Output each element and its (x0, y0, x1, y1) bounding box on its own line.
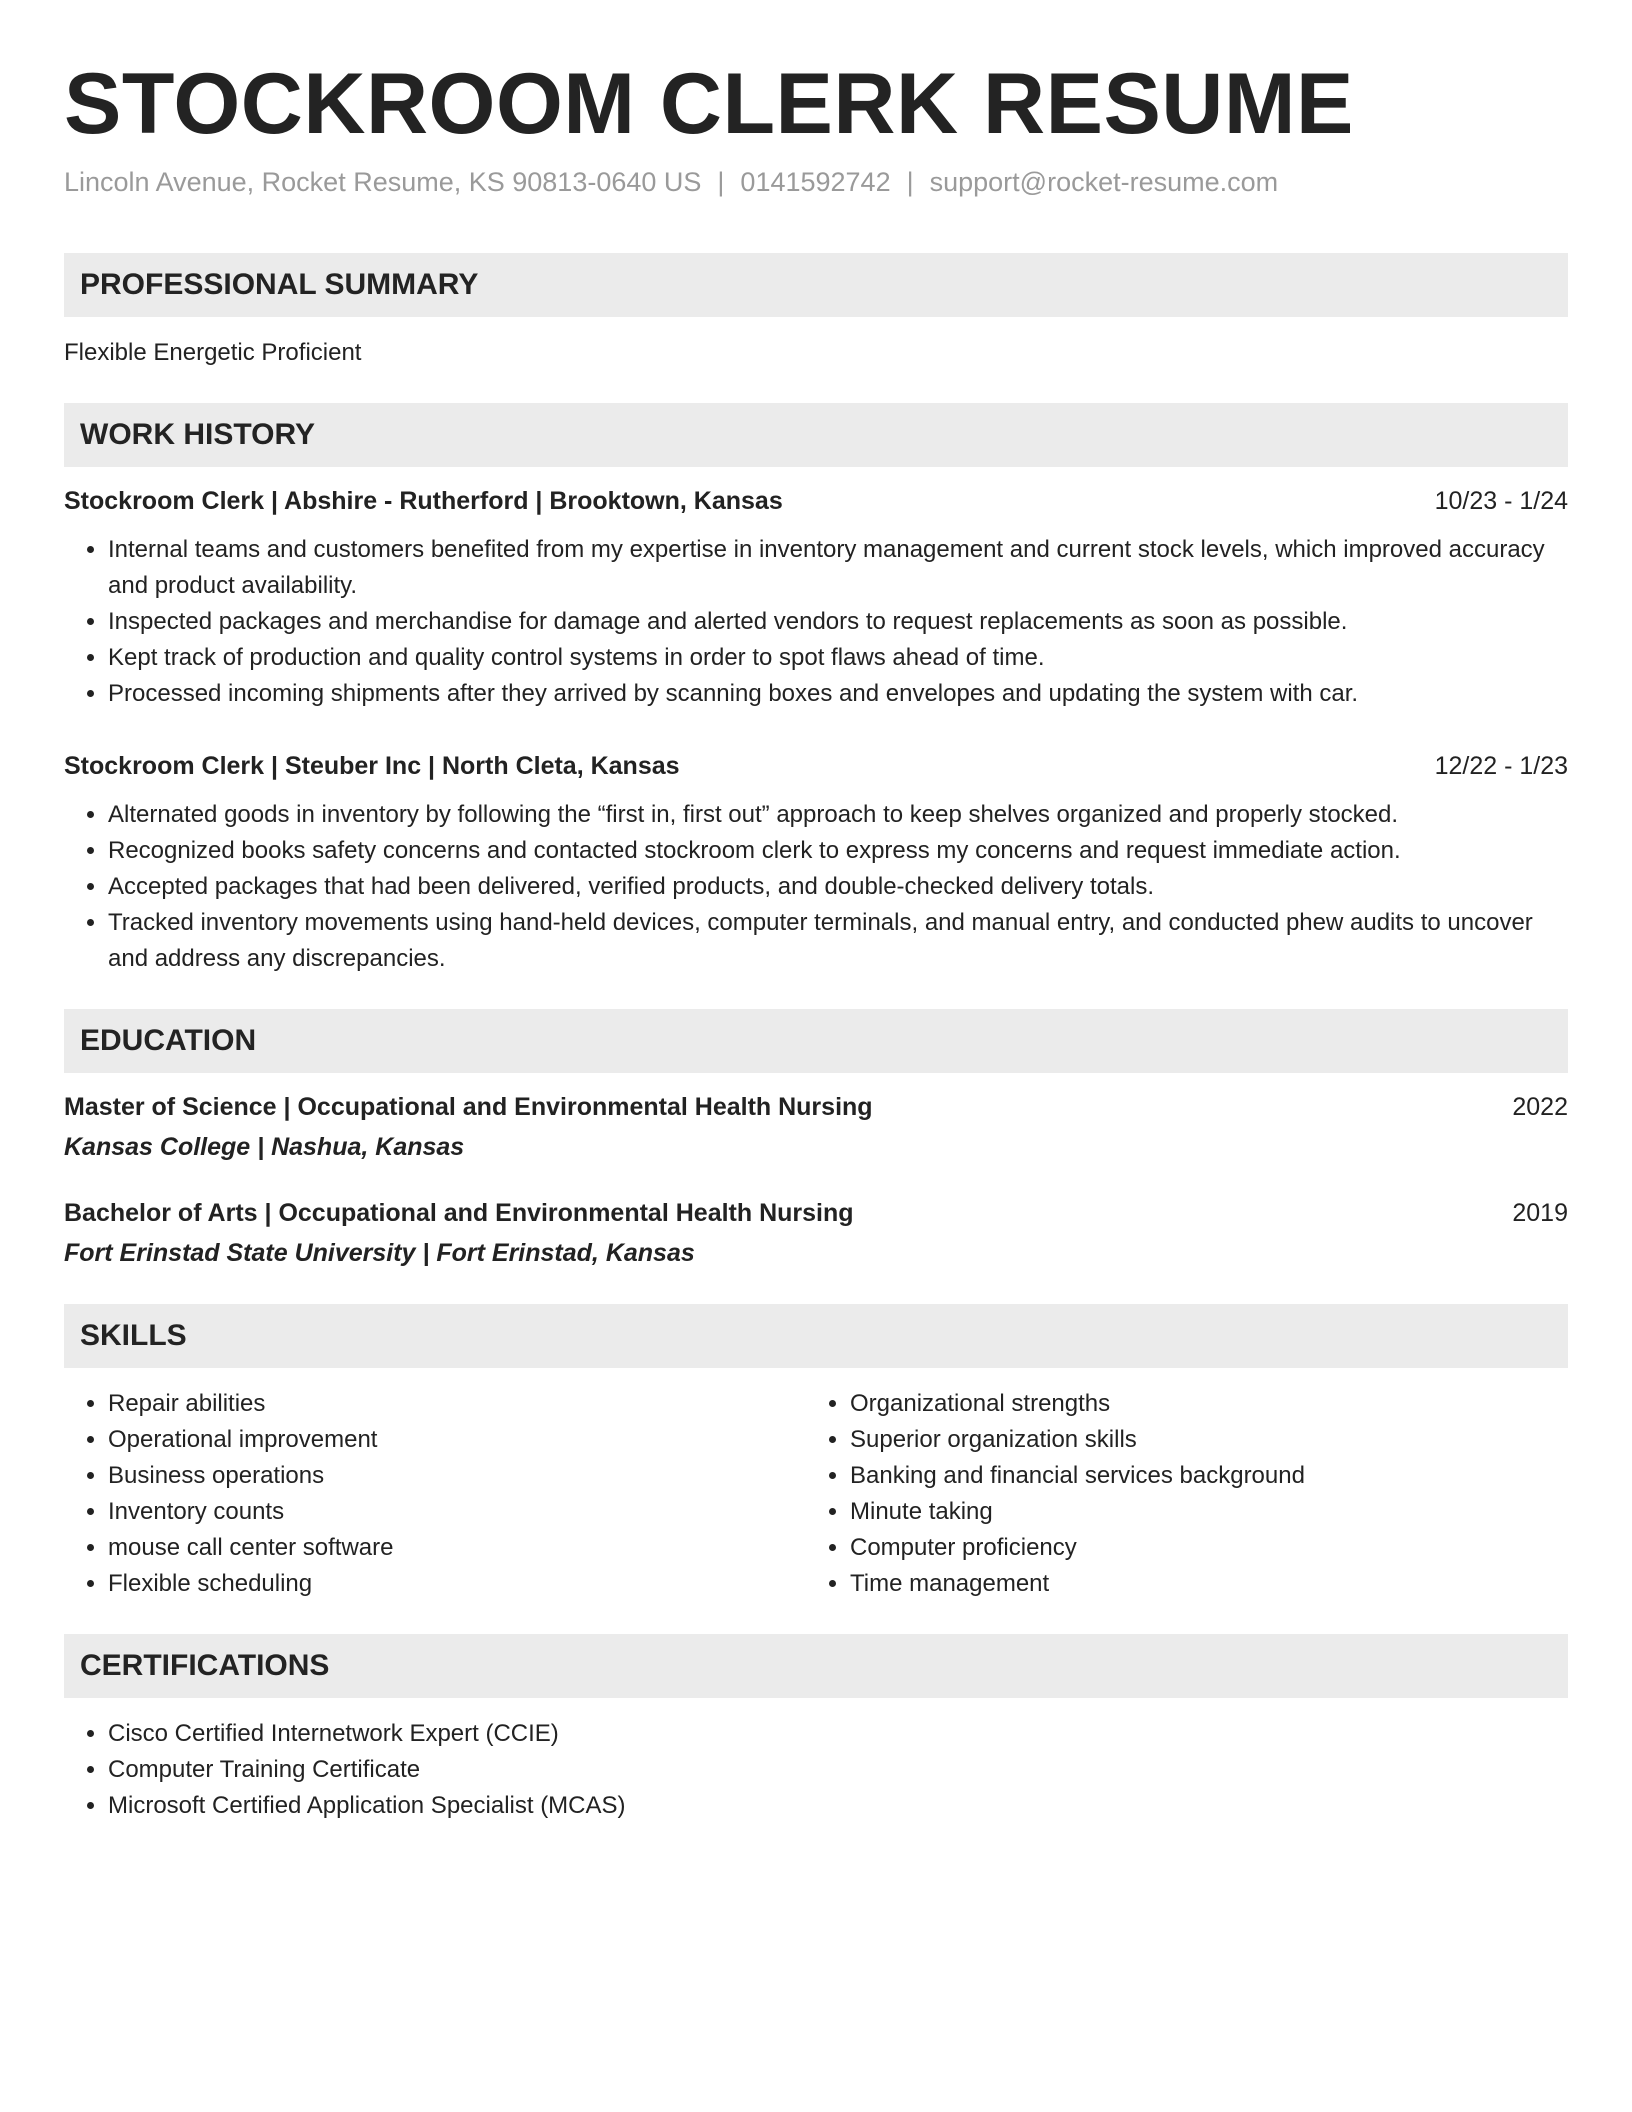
contact-address: Lincoln Avenue, Rocket Resume, KS 90813-0640 US (64, 167, 702, 197)
contact-email: support@rocket-resume.com (929, 167, 1279, 197)
job-dates: 10/23 - 1/24 (1434, 487, 1568, 515)
certification-item: • Cisco Certified Internetwork Expert (CCIE) (108, 1716, 1568, 1752)
job-bullet: • Accepted packages that had been delivered, verified products, and double-checked delivery totals. (108, 869, 1568, 905)
job-bullets (64, 532, 1568, 712)
section-header-summary: PROFESSIONAL SUMMARY (64, 253, 1568, 317)
job-bullet: • Inspected packages and merchandise for damage and alerted vendors to request replacements as soon as possible. (108, 604, 1568, 640)
contact-line (64, 164, 1568, 200)
skill-item: • Banking and financial services background (850, 1458, 1548, 1494)
skill-item: • Operational improvement (108, 1422, 806, 1458)
skill-item: • Flexible scheduling (108, 1566, 806, 1602)
section-header-work-history: WORK HISTORY (64, 403, 1568, 467)
job-bullets (64, 797, 1568, 977)
certifications-list (64, 1716, 1568, 1824)
certification-item: • Microsoft Certified Application Specialist (MCAS) (108, 1788, 1568, 1824)
job-title: Stockroom Clerk | Steuber Inc | North Cleta, Kansas (64, 752, 680, 780)
education-entry (64, 1196, 1568, 1270)
education-entry (64, 1090, 1568, 1164)
job-bullet: • Internal teams and customers benefited from my expertise in inventory management and current stock levels, which improved accuracy and product availability. (108, 532, 1568, 604)
job-title: Stockroom Clerk | Abshire - Rutherford | Brooktown, Kansas (64, 487, 783, 515)
contact-phone: 0141592742 (740, 167, 891, 197)
job-entry (64, 484, 1568, 712)
job-dates: 12/22 - 1/23 (1434, 752, 1568, 780)
job-bullet: • Kept track of production and quality control systems in order to spot flaws ahead of time. (108, 640, 1568, 676)
skill-item: • Organizational strengths (850, 1386, 1548, 1422)
skill-item: • Superior organization skills (850, 1422, 1548, 1458)
job-entry (64, 749, 1568, 977)
skills-list-right (806, 1386, 1548, 1602)
resume-title: STOCKROOM CLERK RESUME (64, 56, 1354, 152)
job-bullet: • Recognized books safety concerns and contacted stockroom clerk to express my concerns and request immediate action. (108, 833, 1568, 869)
skills-columns (64, 1386, 1568, 1602)
contact-separator: | (717, 167, 725, 197)
education-year: 2019 (1512, 1199, 1568, 1227)
skill-item: • Business operations (108, 1458, 806, 1494)
education-school: Kansas College | Nashua, Kansas (64, 1133, 465, 1161)
skill-item: • Minute taking (850, 1494, 1548, 1530)
section-header-skills: SKILLS (64, 1304, 1568, 1368)
contact-separator: | (906, 167, 914, 197)
resume-page (64, 0, 1568, 1824)
section-header-certifications: CERTIFICATIONS (64, 1634, 1568, 1698)
education-degree: Bachelor of Arts | Occupational and Environmental Health Nursing (64, 1199, 854, 1227)
skill-item: • Inventory counts (108, 1494, 806, 1530)
education-degree: Master of Science | Occupational and Environmental Health Nursing (64, 1093, 873, 1121)
section-header-education: EDUCATION (64, 1009, 1568, 1073)
skills-list-left (64, 1386, 806, 1602)
skill-item: • Repair abilities (108, 1386, 806, 1422)
skill-item: • mouse call center software (108, 1530, 806, 1566)
job-bullet: • Tracked inventory movements using hand-held devices, computer terminals, and manual entry, and conducted phew audits to uncover and address any discrepancies. (108, 905, 1568, 977)
skill-item: • Computer proficiency (850, 1530, 1548, 1566)
certifications (64, 1716, 1568, 1824)
summary-text: Flexible Energetic Proficient (64, 339, 362, 366)
education-school: Fort Erinstad State University | Fort Erinstad, Kansas (64, 1239, 695, 1267)
education-year: 2022 (1512, 1093, 1568, 1121)
job-bullet: • Processed incoming shipments after they arrived by scanning boxes and envelopes and updating the system with car. (108, 676, 1568, 712)
skill-item: • Time management (850, 1566, 1548, 1602)
certification-item: • Computer Training Certificate (108, 1752, 1568, 1788)
job-bullet: • Alternated goods in inventory by following the “first in, first out” approach to keep shelves organized and properly stocked. (108, 797, 1568, 833)
